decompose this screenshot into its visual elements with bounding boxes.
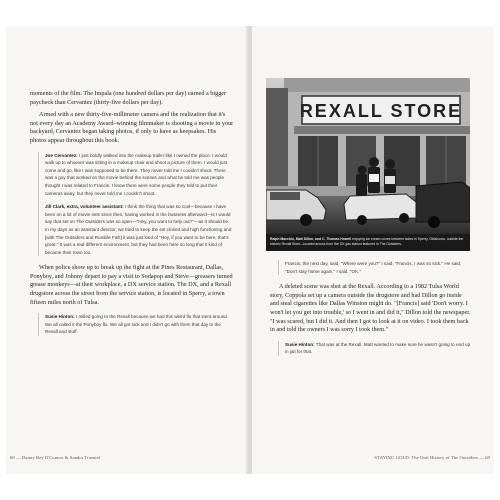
speaker-name: Jill Clark, extra, volunteer assistant:: [45, 204, 124, 210]
right-quote-block-2: [278, 341, 472, 356]
left-paragraph-1: moments of the film. The Impala (one hundred dollars per day) earned a bigger paycheck than Cervantez (thirty-five dollars per day).: [30, 90, 227, 106]
top-margin: [0, 0, 500, 26]
photo-caption: [266, 234, 470, 251]
right-quote-block-1: [278, 260, 472, 275]
left-page-footer: 68 — Danny Rey O'Connor & Sandra Traeutel: [10, 455, 101, 460]
quote-jill-clark: [45, 203, 234, 256]
quote-text: I think the thing that was so cool—because I have been on a lot of movie sets since then, having worked in the business afterward—is I would say that set on The Outsiders was so open—"Hey, you want to help out?"—as it should be. In my days as an assistant director, we tried to keep the set closed and high functioning and [with The Outsiders and Rumble Fish] it was just kind of "Hey, if you want to be here, that's great." It was a real different environment, but they had been here so long that it kind of became their town too.: [45, 204, 232, 255]
quote-continuation: Francis, the next day, said, "Where were you?" I said, "Francis, I was so sick." He said, "Don't stay home again." I said, "OK.": [285, 261, 462, 274]
left-page: [6, 26, 248, 474]
rexall-sign: REXALL STORE: [299, 101, 463, 121]
left-quote-block-2: [38, 313, 234, 336]
quote-susie-hinton-2: [285, 341, 472, 356]
speaker-name: Susie Hinton:: [45, 314, 75, 320]
quote-text: That was at the Rexall. Matt wanted to make sure he wasn't going to end up in jail for that.: [285, 341, 471, 355]
quote-susie-hinton: [45, 313, 234, 336]
caption-bold: Ralph Macchio, Matt Dillon, and C. Thomas Howell: [270, 237, 352, 241]
left-paragraph-3: When police show up to break up the fight at the Pines Restaurant, Dallas, Ponyboy, and Johnny depart to pay a visit to Sodapop and Steve—greasers turned grease monkeys—at their workplace, a DX service station. The DX, and a Rexall drugstore across the street from the service station, is located in Sperry, a town fifteen miles north of Tulsa.: [30, 264, 233, 306]
speaker-name: Susie Hinton:: [285, 341, 315, 347]
quote-joe-cervantez: [45, 152, 234, 198]
quote-text: I milled going to the Rexall because we had this weird flu that went around. We all called it the Ponyboy flu. We all got sick and I didn't go with them that day to the Rexall and stuff.: [45, 314, 229, 335]
right-page-footer: STAYING GOLD: The Oral History of The Outsiders — 69: [374, 455, 490, 460]
rexall-photo-illustration: [266, 78, 470, 234]
quote-text: I just boldly walked into the makeup trailer like I owned the place. I would walk up to whoever was sitting in a makeup chair and shoot a picture of them. I would just come and go, like I was supposed to be there. They never told me I couldn't shoot. There was a guy that worked on the movie behind the scenes and what he told me was people thought I was related to Francis. I know there were some people they told to put their cameras away, but they never told me I couldn't shoot.: [45, 152, 228, 196]
left-paragraph-2: Armed with a new thirty-five-millimeter camera and the realization that it's not every day an Academy Award–winning filmmaker is shooting a movie in your backyard, Cervantez began taking photos, if only to have as keepsakes. His photos appear throughout this book.: [30, 111, 234, 144]
bottom-margin: [0, 474, 500, 500]
right-page: [252, 26, 494, 474]
caption-text: enjoying ice cream cones between takes in Sperry, Oklahoma, outside the historic Rexall Store—located across from the DX gas station featured in The Outsiders.: [270, 237, 464, 246]
right-paragraph: A deleted scene was shot at the Rexall. According to a 1982 Tulsa World story, Coppola set up a camera outside the drugstore and had Dillon go inside and steal cigarettes like Dallas Winston might do. "[Francis] said 'Don't worry. I won't let you get into trouble,' so I went in and did it," Dillon told the newspaper. "I was scared, but I did it. And then I got to look at it on video. I took them back in and told the owners I was sorry I took them.": [270, 283, 471, 334]
speaker-name: Joe Cervantez:: [45, 152, 78, 158]
left-quote-block-1: [38, 152, 234, 257]
rexall-store-photo: [266, 78, 470, 234]
